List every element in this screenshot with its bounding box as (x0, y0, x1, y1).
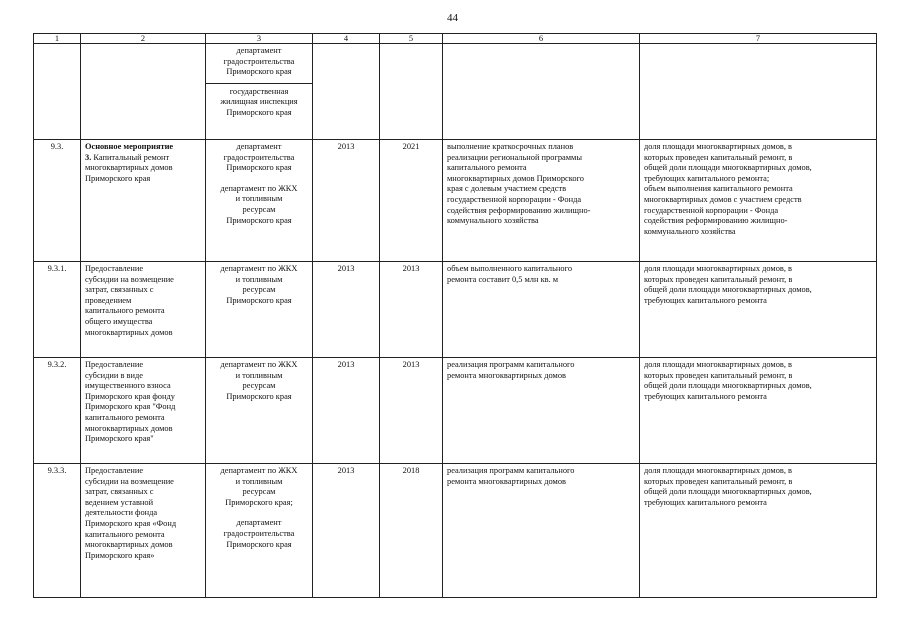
table-row (34, 140, 877, 262)
start-year-cell: 2013 (313, 464, 380, 598)
table-row (34, 44, 877, 140)
measure-title-cell: Предоставление субсидии в виде имущественного взноса Приморского края фонду Приморского края "Фонд капитального ремонта многоквартирных домов Приморского края" (81, 358, 206, 464)
result-cell: реализация программ капитального ремонта многоквартирных домов (443, 464, 640, 598)
table-row (34, 358, 877, 464)
end-year-cell: 2018 (380, 464, 443, 598)
start-year-cell: 2013 (313, 262, 380, 358)
row-number-cell (34, 44, 81, 140)
indicator-cell: доля площади многоквартирных домов, в которых проведен капитальный ремонт, в общей доли площади многоквартирных домов, требующих капитального ремонта; объем выполнения капитального ремонта многоквартирных домов с участием средств государственной корпорации - Фонда содействия реформированию жилищно- коммунального хозяйства (640, 140, 877, 262)
start-year-cell: 2013 (313, 358, 380, 464)
executor-text: департамент по ЖКХ и топливным ресурсам Приморского края; (220, 466, 298, 507)
indicator-cell: доля площади многоквартирных домов, в которых проведен капитальный ремонт, в общей доли площади многоквартирных домов, требующих капитального ремонта (640, 358, 877, 464)
end-year-cell: 2013 (380, 358, 443, 464)
column-header: 1 (34, 34, 81, 44)
page-number: 44 (447, 12, 458, 24)
indicator-cell: доля площади многоквартирных домов, в которых проведен капитальный ремонт, в общей доли площади многоквартирных домов, требующих капитального ремонта (640, 262, 877, 358)
start-year-cell (313, 44, 380, 140)
indicator-cell: доля площади многоквартирных домов, в которых проведен капитальный ремонт, в общей доли площади многоквартирных домов, требующих капитального ремонта (640, 464, 877, 598)
executor-cell (206, 140, 313, 262)
column-header: 3 (206, 34, 313, 44)
executor-text: департамент по ЖКХ и топливным ресурсам Приморского края (220, 183, 298, 225)
column-header: 6 (443, 34, 640, 44)
column-header: 5 (380, 34, 443, 44)
result-cell: выполнение краткосрочных планов реализации региональной программы капитального ремонта многоквартирных домов Приморского края с долевым участием средств государственной корпорации - Фонда содействия реформированию жилищно- коммунального хозяйства (443, 140, 640, 262)
measure-title-cell (81, 44, 206, 140)
executor-text: государственная жилищная инспекция Приморского края (206, 83, 312, 119)
executor-cell: департамент по ЖКХ и топливным ресурсам Приморского края (206, 262, 313, 358)
end-year-cell: 2021 (380, 140, 443, 262)
measure-title-cell (81, 140, 206, 262)
column-header: 4 (313, 34, 380, 44)
result-cell: объем выполненного капитального ремонта составит 0,5 млн кв. м (443, 262, 640, 358)
row-number-cell: 9.3.3. (34, 464, 81, 598)
executor-text: департамент градостроительства Приморского края (223, 518, 295, 549)
executor-cell: департамент по ЖКХ и топливным ресурсам Приморского края (206, 358, 313, 464)
executor-text: департамент градостроительства Приморского края (223, 46, 295, 77)
row-number-cell: 9.3.1. (34, 262, 81, 358)
result-cell: реализация программ капитального ремонта многоквартирных домов (443, 358, 640, 464)
column-header: 7 (640, 34, 877, 44)
table-row (34, 262, 877, 358)
end-year-cell (380, 44, 443, 140)
end-year-cell: 2013 (380, 262, 443, 358)
column-header-row (34, 34, 877, 44)
row-number-cell: 9.3.2. (34, 358, 81, 464)
program-table (33, 33, 877, 598)
start-year-cell: 2013 (313, 140, 380, 262)
table-row (34, 464, 877, 598)
row-number-cell: 9.3. (34, 140, 81, 262)
indicator-cell (640, 44, 877, 140)
result-cell (443, 44, 640, 140)
measure-title-text: Капитальный ремонт многоквартирных домов Приморского края (85, 152, 173, 183)
measure-title-cell: Предоставление субсидии на возмещение затрат, связанных с проведением капитального ремонта общего имущества многоквартирных домов (81, 262, 206, 358)
measure-title-bold: Основное мероприятие 3. (85, 142, 174, 162)
column-header: 2 (81, 34, 206, 44)
executor-text: департамент градостроительства Приморского края (223, 142, 295, 173)
measure-title-cell: Предоставление субсидии на возмещение затрат, связанных с ведением уставной деятельности фонда Приморского края «Фонд капитального ремонта многоквартирных домов Приморского края» (81, 464, 206, 598)
executor-cell (206, 464, 313, 598)
executor-cell (206, 44, 313, 140)
